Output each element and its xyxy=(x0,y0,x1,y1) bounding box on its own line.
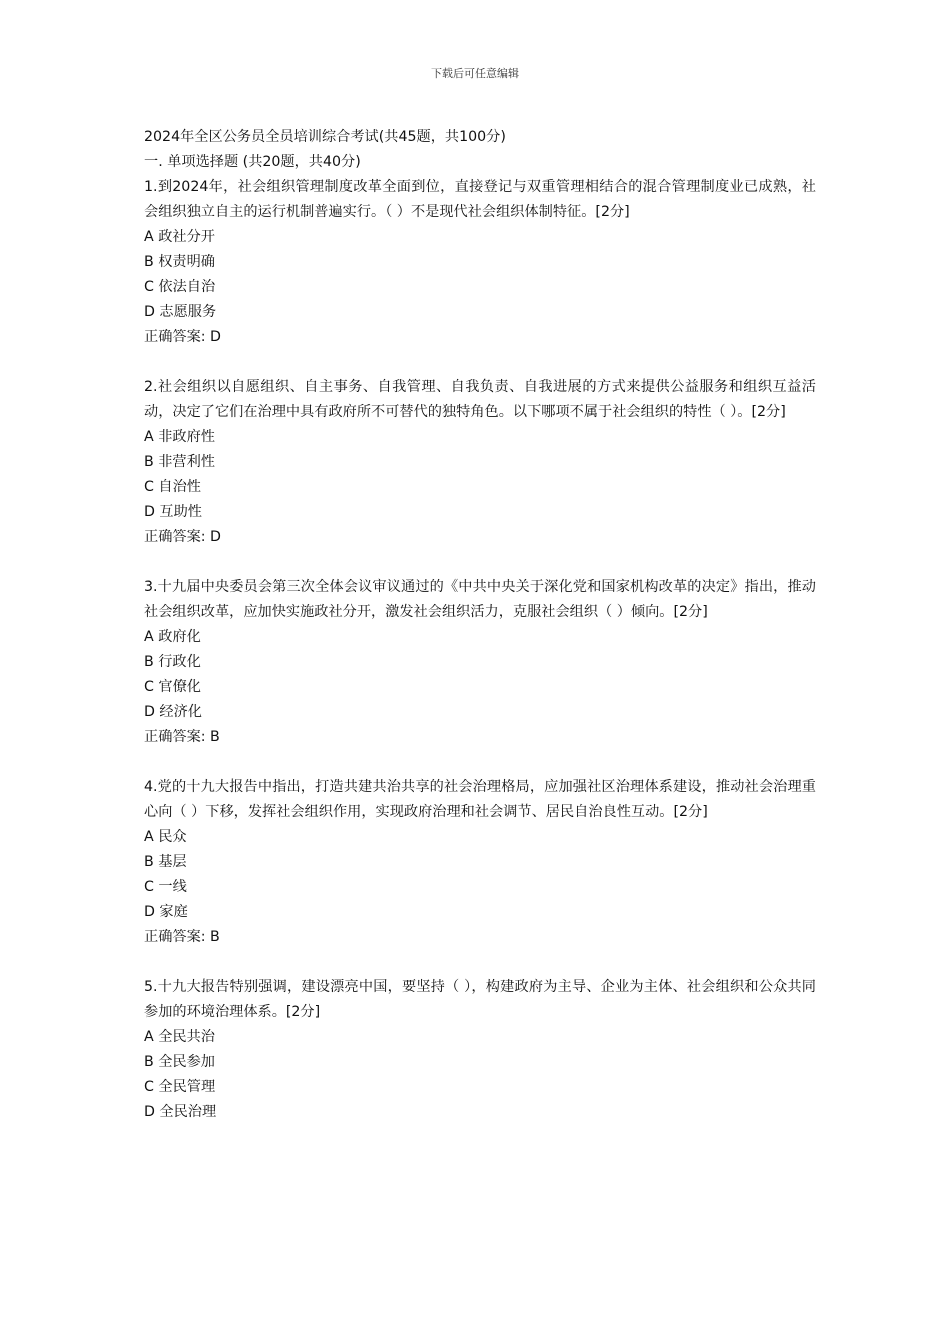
option-c: C 全民管理 xyxy=(144,1079,216,1095)
option-c: C 官僚化 xyxy=(144,679,201,695)
option-b: B 非营利性 xyxy=(144,454,215,470)
correct-answer: 正确答案: B xyxy=(144,729,220,745)
page-header: 下载后可任意编辑 xyxy=(431,67,519,80)
document-title: 2024年全区公务员全员培训综合考试(共45题，共100分) xyxy=(144,129,506,145)
document-body xyxy=(144,125,816,1125)
correct-answer: 正确答案: D xyxy=(144,529,221,545)
option-b: B 全民参加 xyxy=(144,1054,215,1070)
option-b: B 行政化 xyxy=(144,654,201,670)
question-stem: 5.十九大报告特别强调，建设漂亮中国，要坚持（ ），构建政府为主导、企业为主体、社会组织和公众共同参加的环境治理体系。[2分] xyxy=(144,979,816,1020)
correct-answer: 正确答案: B xyxy=(144,929,220,945)
question-stem: 2.社会组织以自愿组织、自主事务、自我管理、自我负责、自我进展的方式来提供公益服务和组织互益活动，决定了它们在治理中具有政府所不可替代的独特角色。以下哪项不属于社会组织的特性（ ）。[2分] xyxy=(144,379,816,420)
option-d: D 志愿服务 xyxy=(144,304,217,320)
option-c: C 依法自治 xyxy=(144,279,216,295)
option-a: A 非政府性 xyxy=(144,429,215,445)
question-1 xyxy=(144,175,816,350)
question-3 xyxy=(144,575,816,750)
question-4 xyxy=(144,775,816,950)
option-a: A 民众 xyxy=(144,829,187,845)
question-stem: 1.到2024年，社会组织管理制度改革全面到位，直接登记与双重管理相结合的混合管理制度业已成熟，社会组织独立自主的运行机制普遍实行。（ ）不是现代社会组织体制特征。[2分] xyxy=(144,179,816,220)
option-b: B 基层 xyxy=(144,854,187,870)
option-d: D 经济化 xyxy=(144,704,202,720)
option-d: D 全民治理 xyxy=(144,1104,217,1120)
question-2 xyxy=(144,375,816,550)
option-d: D 互助性 xyxy=(144,504,202,520)
correct-answer: 正确答案: D xyxy=(144,329,221,345)
option-a: A 政社分开 xyxy=(144,229,215,245)
option-b: B 权责明确 xyxy=(144,254,215,270)
question-stem: 3.十九届中央委员会第三次全体会议审议通过的《中共中央关于深化党和国家机构改革的决定》指出，推动社会组织改革，应加快实施政社分开，激发社会组织活力，克服社会组织（ ）倾向。[2分] xyxy=(144,579,816,620)
option-d: D 家庭 xyxy=(144,904,188,920)
option-a: A 政府化 xyxy=(144,629,201,645)
section-title: 一. 单项选择题 (共20题，共40分) xyxy=(144,154,361,170)
option-c: C 一线 xyxy=(144,879,187,895)
option-c: C 自治性 xyxy=(144,479,201,495)
option-a: A 全民共治 xyxy=(144,1029,215,1045)
question-stem: 4.党的十九大报告中指出，打造共建共治共享的社会治理格局，应加强社区治理体系建设，推动社会治理重心向（ ）下移，发挥社会组织作用，实现政府治理和社会调节、居民自治良性互动。[2分] xyxy=(144,779,816,820)
question-5 xyxy=(144,975,816,1125)
